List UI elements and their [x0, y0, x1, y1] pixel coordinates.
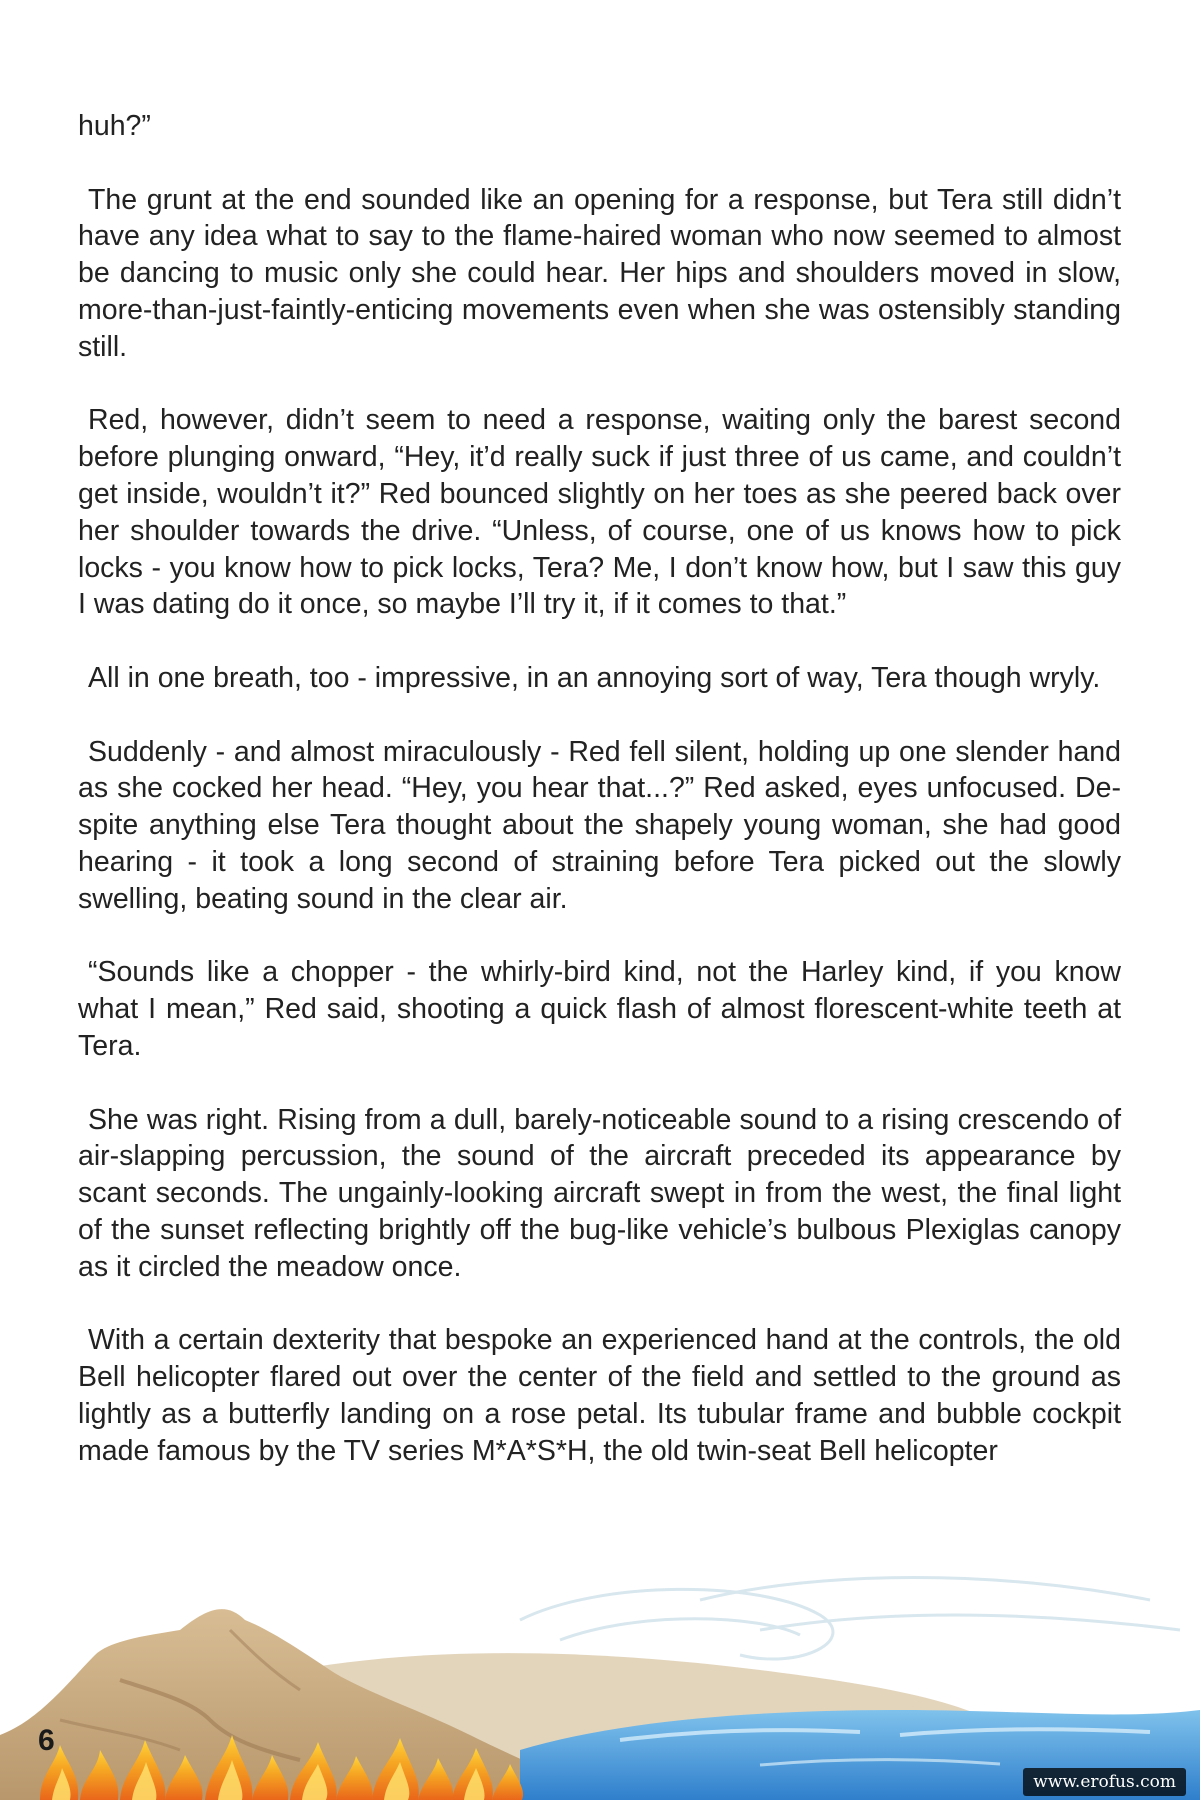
landscape-illustration: [0, 1560, 1200, 1800]
wind-swirl: [520, 1578, 1180, 1660]
site-watermark: www.erofus.com: [1023, 1768, 1186, 1796]
paragraph: “Sounds like a chopper - the whirly-bird kind, not the Harley kind, if you know what I mean,” Red said, shooting a quick flash of almost florescent-white teeth at Tera.: [78, 956, 1121, 1062]
paragraph: Suddenly - and almost miraculously - Red fell silent, holding up one slender hand as she cocked her head. “Hey, you hear that...?” Red asked, eyes unfocused. Despite anything else Tera thought about the shapely young woman, she had good hearing - it took a long second of straining before Tera picked out the slowly swelling, beating sound in the clear air.: [78, 735, 1121, 915]
paragraph: With a certain dexterity that bespoke an experienced hand at the controls, the old Bell helicopter flared out over the center of the field and settled to the ground as lightly as a butterfly landing on a rose petal. Its tubular frame and bubble cockpit made famous by the TV series M*A*S*H, the old twin-seat Bell helicopter: [78, 1324, 1121, 1467]
story-text: [78, 108, 1121, 1506]
paragraph: huh?”: [78, 110, 151, 142]
paragraph: She was right. Rising from a dull, barely-noticeable sound to a rising crescendo of air-slapping percussion, the sound of the aircraft preceded its appearance by scant seconds. The ungainly-looking aircraft swept in from the west, the final light of the sunset reflecting brightly off the bug-like vehicle’s bulbous Plexiglas canopy as it circled the meadow once.: [78, 1103, 1121, 1283]
paragraph: The grunt at the end sounded like an opening for a response, but Tera still didn’t have any idea what to say to the flame-haired woman who now seemed to almost be dancing to music only she could hear. Her hips and shoulders moved in slow, more-than-just-faintly-enticing movements even when she was ostensibly standing still.: [78, 183, 1121, 363]
page-number: 6: [38, 1724, 55, 1757]
paragraph: All in one breath, too - impressive, in an annoying sort of way, Tera though wryly.: [88, 661, 1101, 694]
paragraph: Red, however, didn’t seem to need a response, waiting only the barest second before plunging onward, “Hey, it’d really suck if just three of us came, and couldn’t get inside, wouldn’t it?” Red bounced slightly on her toes as she peered back over her shoulder towards the drive. “Unless, of course, one of us knows how to pick locks - you know how to pick locks, Tera? Me, I don’t know how, but I saw this guy I was dating do it once, so maybe I’ll try it, if it comes to that.”: [78, 404, 1121, 621]
